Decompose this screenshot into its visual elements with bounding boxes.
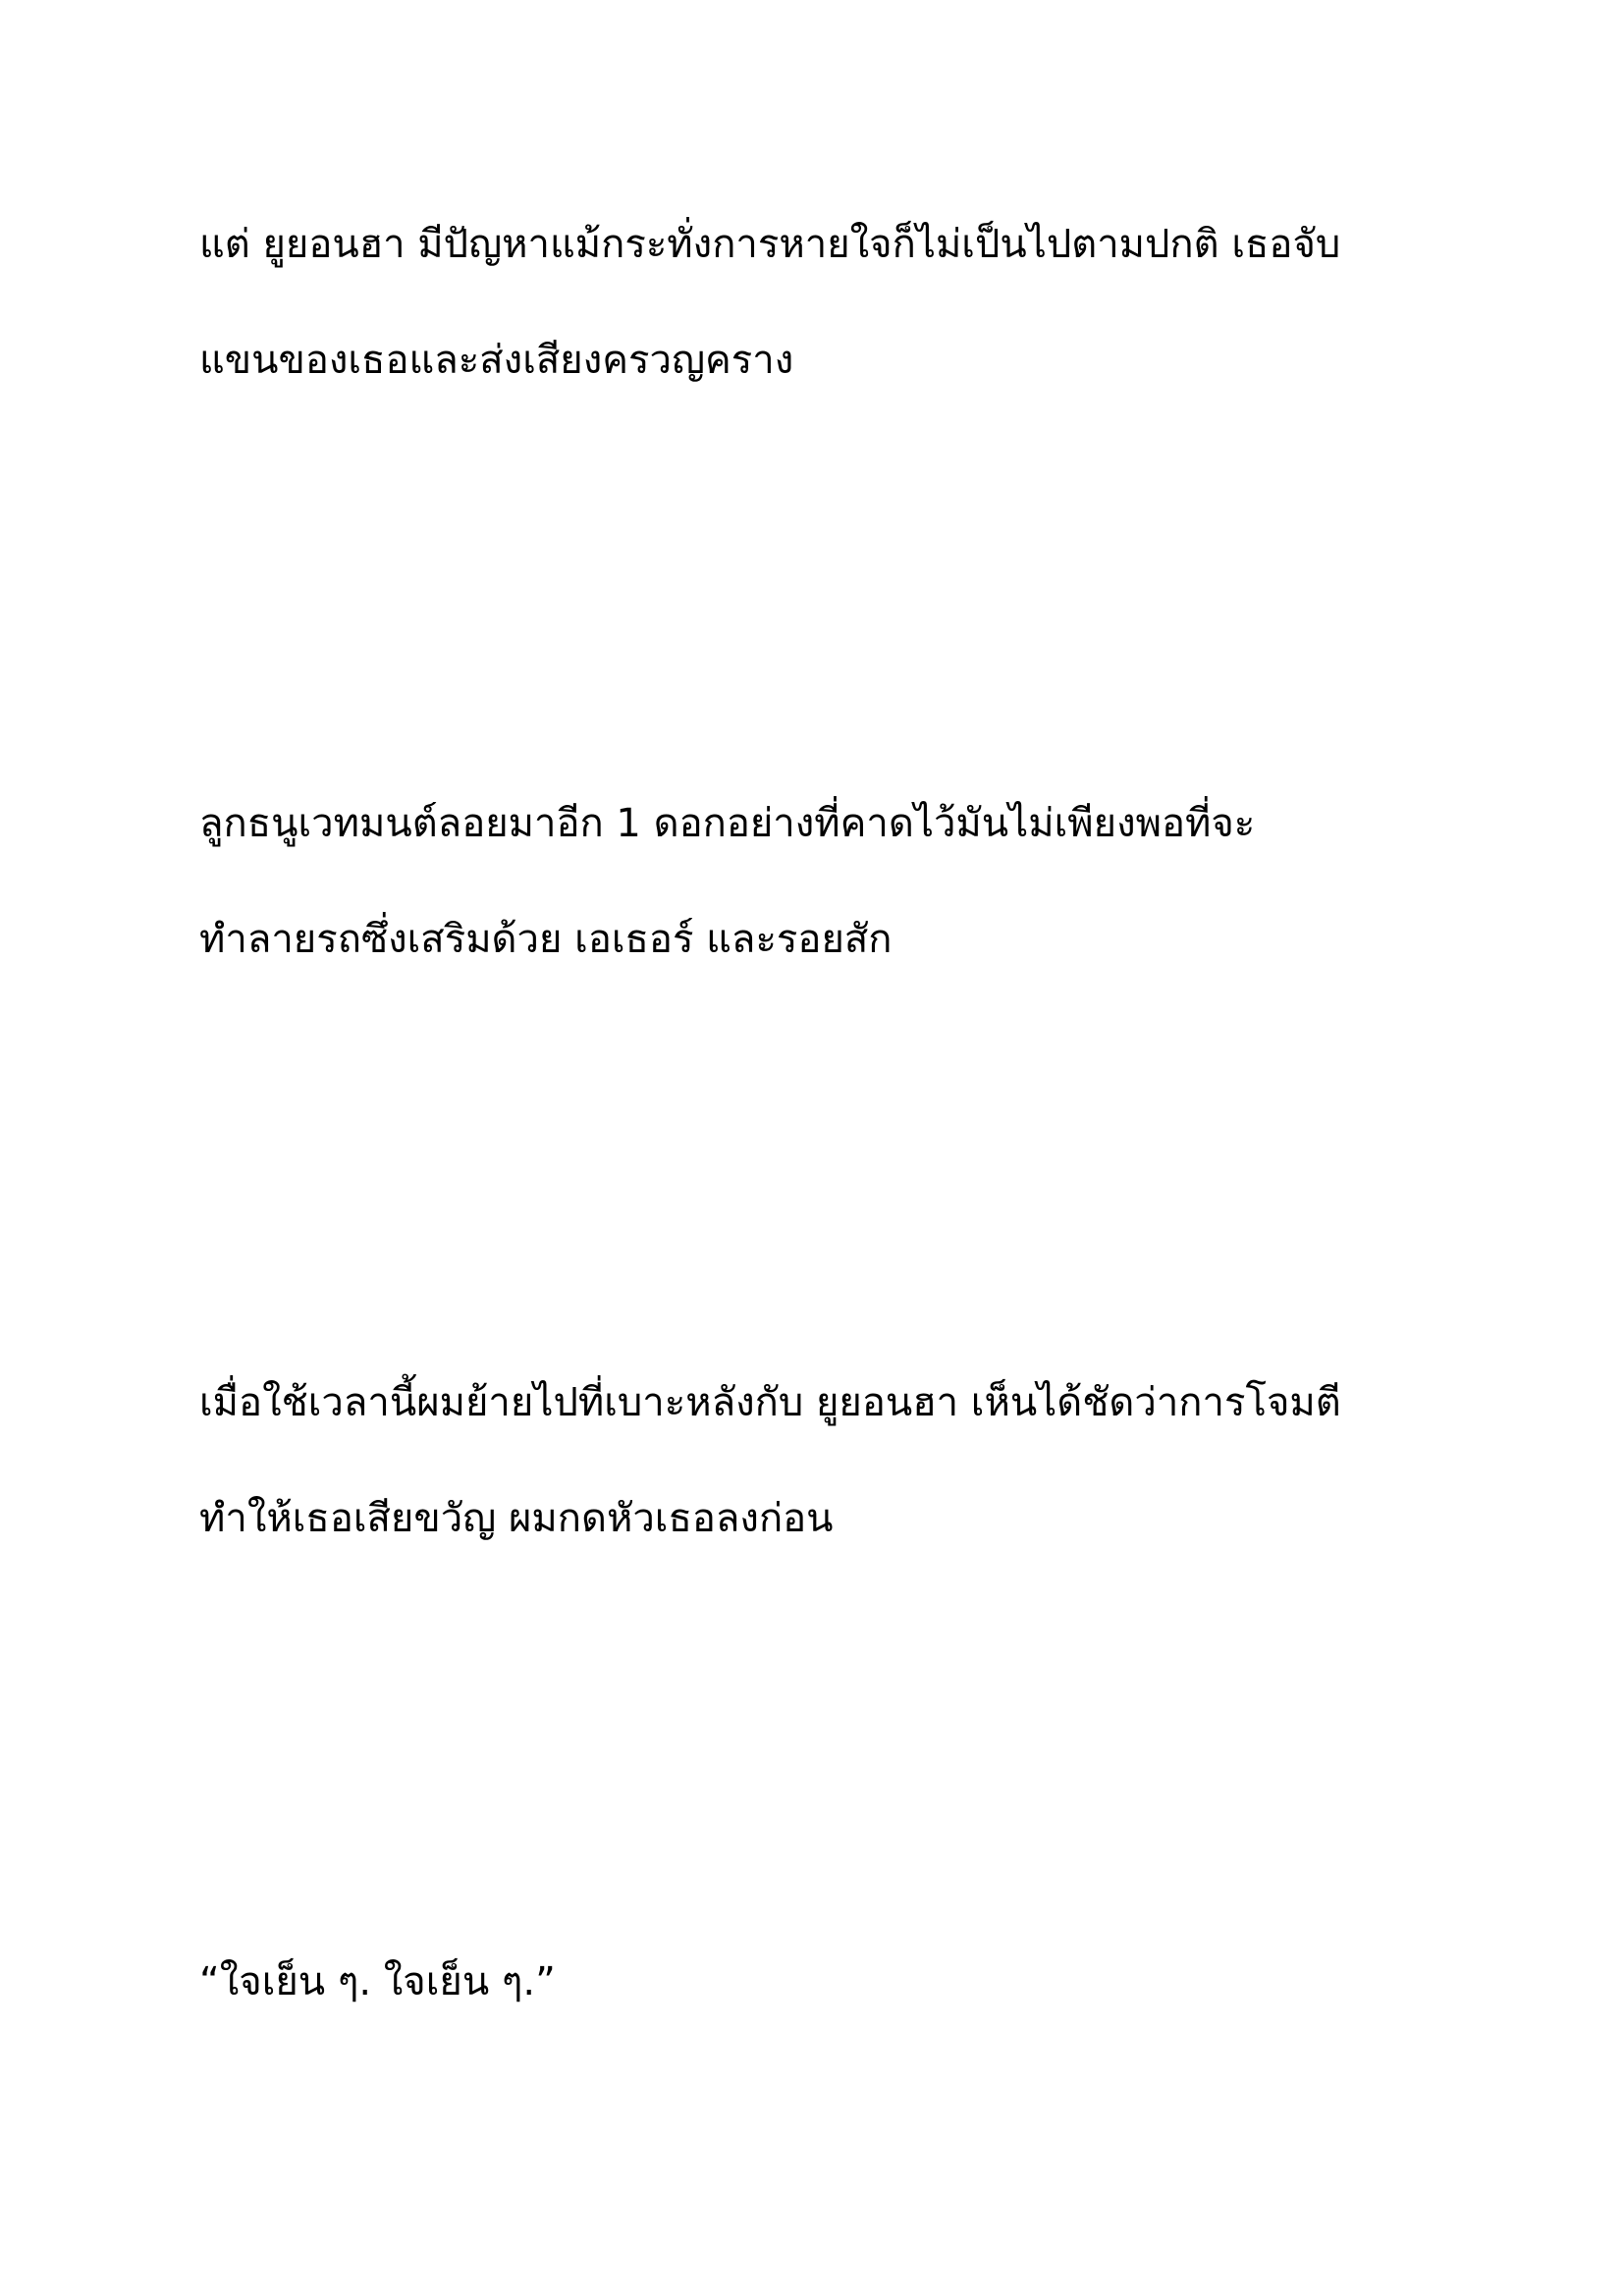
- paragraph-3-line-1: เมื่อใช้เวลานี้ผมย้ายไปที่เบาะหลังกับ ยูยอนฮา เห็นได้ชัดว่าการโจมตี: [199, 1380, 1341, 1425]
- paragraph-2: [199, 766, 1476, 997]
- paragraph-3: [199, 1345, 1476, 1576]
- paragraph-3-line-2: ทำให้เธอเสียขวัญ ผมกดหัวเธอลงก่อน: [199, 1496, 834, 1541]
- paragraph-4-line-1: “ใจเย็น ๆ. ใจเย็น ๆ.”: [199, 1959, 556, 2004]
- paragraph-2-line-1: ลูกธนูเวทมนต์ลอยมาอีก 1 ดอกอย่างที่คาดไว้มันไม่เพียงพอที่จะ: [199, 801, 1256, 846]
- paragraph-1-line-1: แต่ ยูยอนฮา มีปัญหาแม้กระทั่งการหายใจก็ไม่เป็นไปตามปกติ เธอจับ: [199, 222, 1341, 267]
- paragraph-4-dialogue: [199, 1924, 1476, 2040]
- paragraph-1-line-2: แขนของเธอและส่งเสียงครวญคราง: [199, 338, 794, 383]
- paragraph-1: [199, 187, 1476, 418]
- paragraph-2-line-2: ทำลายรถซึ่งเสริมด้วย เอเธอร์ และรอยสัก: [199, 917, 893, 962]
